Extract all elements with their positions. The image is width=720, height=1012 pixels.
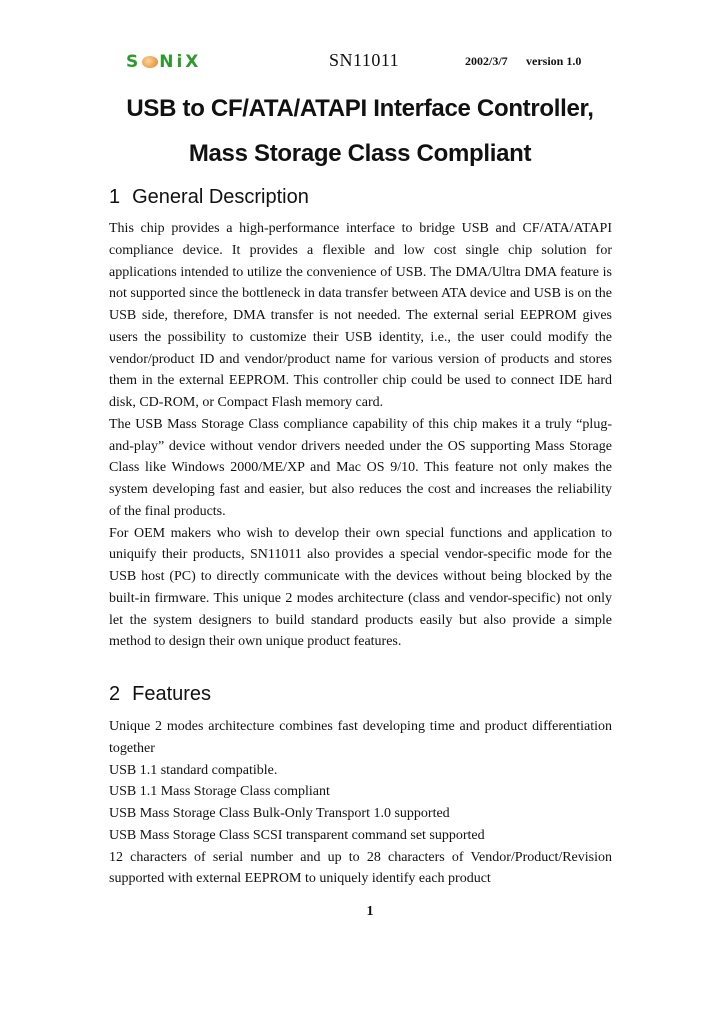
section-title: Features <box>132 683 212 705</box>
sonix-logo <box>126 52 201 72</box>
logo-text-rest: NiX <box>159 52 202 72</box>
section-title: General Description <box>132 186 309 208</box>
document-date: 2002/3/7 <box>465 54 508 68</box>
section-heading-general-description <box>109 186 309 209</box>
feature-item: USB Mass Storage Class SCSI transparent command set supported <box>109 827 485 843</box>
document-title-line-2: Mass Storage Class Compliant <box>188 140 532 167</box>
feature-item: Unique 2 modes architecture combines fast developing time and product differentiation together <box>109 719 612 756</box>
feature-item: USB 1.1 standard compatible. <box>109 762 278 778</box>
section-number: 1 <box>109 186 121 208</box>
logo-letter-s: S <box>126 52 142 72</box>
feature-item: USB Mass Storage Class Bulk-Only Transport 1.0 supported <box>109 806 450 821</box>
feature-item: USB 1.1 Mass Storage Class compliant <box>109 784 330 800</box>
section-body-features <box>109 716 612 890</box>
page-header <box>126 50 596 74</box>
page-number: 1 <box>366 904 374 919</box>
feature-item: 12 characters of serial number and up to 28 characters of Vendor/Product/Revision supported with external EEPROM to uniquely identify each product <box>109 849 612 887</box>
section-heading-features <box>109 683 211 706</box>
section-body-general-description <box>109 218 612 653</box>
paragraph: This chip provides a high-performance interface to bridge USB and CF/ATA/ATAPI compliance device. It provides a flexible and low cost single chip solution for applications intended to utilize the convenience of USB. The DMA/Ultra DMA feature is not supported since the bottleneck in data transfer between ATA device and USB is on the USB side, therefore, DMA transfer is not needed. The external serial EEPROM gives users the possibility to customize their USB identity, i.e., the user could modify the vendor/product ID and vendor/product name for various version of products and stores them in the external EEPROM. This controller chip could be used to connect IDE hard disk, CD-ROM, or Compact Flash memory card. <box>109 221 612 410</box>
document-version: version 1.0 <box>526 54 582 68</box>
paragraph: The USB Mass Storage Class compliance capability of this chip makes it a truly “plug-and-play” device without vendor drivers needed under the OS supporting Mass Storage Class like Windows 2000/ME/XP and Mac OS 9/10. This feature not only makes the system developing fast and easier, but also reduces the cost and increases the reliability of the final products. <box>109 416 612 519</box>
section-number: 2 <box>109 683 121 705</box>
logo-dot-icon <box>142 56 158 68</box>
document-title-line-1: USB to CF/ATA/ATAPI Interface Controller, <box>126 95 594 122</box>
paragraph: For OEM makers who wish to develop their own special functions and application to uniquify their products, SN11011 also provides a special vendor-specific mode for the USB host (PC) to directly communicate with the devices without being blocked by the built-in firmware. This unique 2 modes architecture (class and vendor-specific) not only let the system designers to build standard products easily but also provide a simple method to design their own unique product features. <box>109 525 612 650</box>
part-number: SN11011 <box>329 50 400 70</box>
